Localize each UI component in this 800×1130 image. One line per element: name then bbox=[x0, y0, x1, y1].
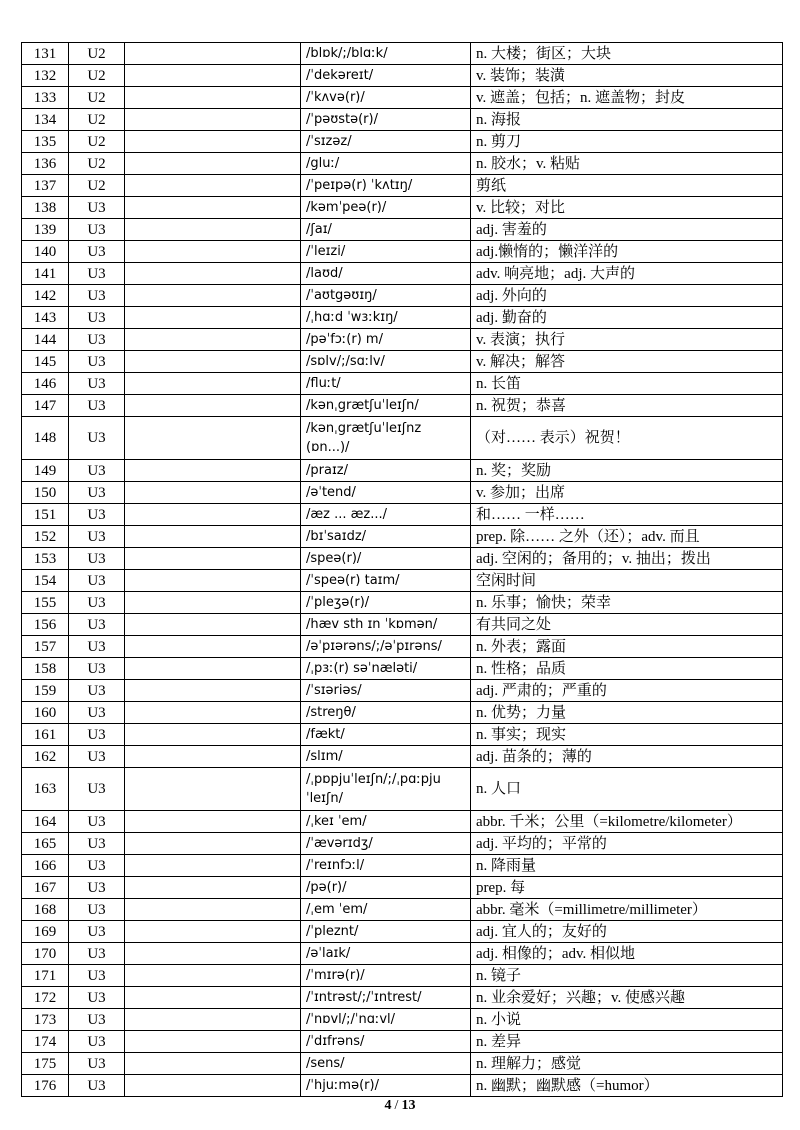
unit-label: U3 bbox=[69, 680, 125, 702]
page-number bbox=[0, 1098, 800, 1114]
phonetic-cell: /streŋθ/ bbox=[301, 702, 471, 724]
table-row bbox=[22, 614, 783, 636]
meaning-cell: n. 事实；现实 bbox=[471, 724, 783, 746]
entry-number: 161 bbox=[22, 724, 69, 746]
table-row bbox=[22, 811, 783, 833]
unit-label: U3 bbox=[69, 1031, 125, 1053]
meaning-cell: prep. 每 bbox=[471, 877, 783, 899]
word-cell bbox=[125, 746, 301, 768]
meaning-cell: n. 小说 bbox=[471, 1009, 783, 1031]
unit-label: U3 bbox=[69, 1009, 125, 1031]
meaning-cell: adj. 严肃的；严重的 bbox=[471, 680, 783, 702]
unit-label: U3 bbox=[69, 899, 125, 921]
meaning-cell: n. 胶水；v. 粘贴 bbox=[471, 153, 783, 175]
phonetic-cell: /ˈpleʒə(r)/ bbox=[301, 592, 471, 614]
phonetic-cell: /ˌhɑːd ˈwɜːkɪŋ/ bbox=[301, 307, 471, 329]
meaning-cell: n. 外表；露面 bbox=[471, 636, 783, 658]
phonetic-cell: /æz ... æz.../ bbox=[301, 504, 471, 526]
table-row bbox=[22, 768, 783, 811]
total-pages: 13 bbox=[401, 1098, 416, 1113]
table-row bbox=[22, 877, 783, 899]
meaning-cell: adj. 相像的；adv. 相似地 bbox=[471, 943, 783, 965]
entry-number: 151 bbox=[22, 504, 69, 526]
entry-number: 138 bbox=[22, 197, 69, 219]
phonetic-cell: /ˌem ˈem/ bbox=[301, 899, 471, 921]
entry-number: 143 bbox=[22, 307, 69, 329]
meaning-cell: n. 大楼；街区；大块 bbox=[471, 43, 783, 65]
entry-number: 172 bbox=[22, 987, 69, 1009]
entry-number: 142 bbox=[22, 285, 69, 307]
entry-number: 149 bbox=[22, 460, 69, 482]
phonetic-cell: /ˈleɪzi/ bbox=[301, 241, 471, 263]
entry-number: 131 bbox=[22, 43, 69, 65]
entry-number: 170 bbox=[22, 943, 69, 965]
word-cell bbox=[125, 285, 301, 307]
phonetic-cell: /fluːt/ bbox=[301, 373, 471, 395]
word-cell bbox=[125, 241, 301, 263]
unit-label: U3 bbox=[69, 877, 125, 899]
meaning-cell: n. 剪刀 bbox=[471, 131, 783, 153]
word-cell bbox=[125, 965, 301, 987]
unit-label: U3 bbox=[69, 395, 125, 417]
entry-number: 165 bbox=[22, 833, 69, 855]
table-row bbox=[22, 65, 783, 87]
phonetic-cell: /ˈkʌvə(r)/ bbox=[301, 87, 471, 109]
unit-label: U3 bbox=[69, 724, 125, 746]
word-cell bbox=[125, 395, 301, 417]
unit-label: U3 bbox=[69, 329, 125, 351]
table-row bbox=[22, 460, 783, 482]
word-cell bbox=[125, 1031, 301, 1053]
meaning-cell: 和…… 一样…… bbox=[471, 504, 783, 526]
entry-number: 132 bbox=[22, 65, 69, 87]
word-cell bbox=[125, 1075, 301, 1097]
word-cell bbox=[125, 855, 301, 877]
entry-number: 167 bbox=[22, 877, 69, 899]
phonetic-cell: /ˈhjuːmə(r)/ bbox=[301, 1075, 471, 1097]
entry-number: 150 bbox=[22, 482, 69, 504]
table-row bbox=[22, 548, 783, 570]
unit-label: U3 bbox=[69, 219, 125, 241]
entry-number: 134 bbox=[22, 109, 69, 131]
unit-label: U3 bbox=[69, 943, 125, 965]
meaning-cell: abbr. 毫米（=millimetre/millimeter） bbox=[471, 899, 783, 921]
phonetic-cell: /əˈlaɪk/ bbox=[301, 943, 471, 965]
meaning-cell: adj. 害羞的 bbox=[471, 219, 783, 241]
unit-label: U3 bbox=[69, 658, 125, 680]
unit-label: U3 bbox=[69, 482, 125, 504]
unit-label: U3 bbox=[69, 373, 125, 395]
unit-label: U3 bbox=[69, 570, 125, 592]
entry-number: 133 bbox=[22, 87, 69, 109]
word-cell bbox=[125, 768, 301, 811]
table-row bbox=[22, 351, 783, 373]
meaning-cell: n. 性格；品质 bbox=[471, 658, 783, 680]
phonetic-cell: /ˈævərɪdʒ/ bbox=[301, 833, 471, 855]
unit-label: U3 bbox=[69, 548, 125, 570]
entry-number: 169 bbox=[22, 921, 69, 943]
table-row bbox=[22, 570, 783, 592]
phonetic-cell: /ˈaʊtgəʊɪŋ/ bbox=[301, 285, 471, 307]
unit-label: U3 bbox=[69, 965, 125, 987]
entry-number: 136 bbox=[22, 153, 69, 175]
phonetic-cell: /ˌpɒpjuˈleɪʃn/;/ˌpɑːpjuˈleɪʃn/ bbox=[301, 768, 471, 811]
meaning-cell: prep. 除…… 之外（还）；adv. 而且 bbox=[471, 526, 783, 548]
entry-number: 139 bbox=[22, 219, 69, 241]
entry-number: 166 bbox=[22, 855, 69, 877]
entry-number: 147 bbox=[22, 395, 69, 417]
table-row bbox=[22, 307, 783, 329]
phonetic-cell: /gluː/ bbox=[301, 153, 471, 175]
table-row bbox=[22, 1075, 783, 1097]
word-cell bbox=[125, 680, 301, 702]
word-cell bbox=[125, 724, 301, 746]
word-cell bbox=[125, 219, 301, 241]
entry-number: 159 bbox=[22, 680, 69, 702]
word-cell bbox=[125, 921, 301, 943]
phonetic-cell: /ˌpɜː(r) səˈnæləti/ bbox=[301, 658, 471, 680]
word-cell bbox=[125, 1053, 301, 1075]
phonetic-cell: /ˈsɪəriəs/ bbox=[301, 680, 471, 702]
current-page: 4 bbox=[384, 1098, 392, 1113]
table-row bbox=[22, 724, 783, 746]
entry-number: 155 bbox=[22, 592, 69, 614]
meaning-cell: v. 解决；解答 bbox=[471, 351, 783, 373]
word-cell bbox=[125, 65, 301, 87]
word-cell bbox=[125, 263, 301, 285]
entry-number: 154 bbox=[22, 570, 69, 592]
word-cell bbox=[125, 702, 301, 724]
entry-number: 174 bbox=[22, 1031, 69, 1053]
meaning-cell: n. 业余爱好；兴趣；v. 使感兴趣 bbox=[471, 987, 783, 1009]
vocabulary-table-body bbox=[22, 43, 783, 1097]
unit-label: U3 bbox=[69, 811, 125, 833]
meaning-cell: adj. 空闲的；备用的；v. 抽出；拨出 bbox=[471, 548, 783, 570]
meaning-cell: n. 理解力；感觉 bbox=[471, 1053, 783, 1075]
unit-label: U3 bbox=[69, 592, 125, 614]
phonetic-cell: /sɒlv/;/sɑːlv/ bbox=[301, 351, 471, 373]
phonetic-cell: /ˈspeə(r) taɪm/ bbox=[301, 570, 471, 592]
unit-label: U3 bbox=[69, 263, 125, 285]
unit-label: U2 bbox=[69, 131, 125, 153]
phonetic-cell: /bɪˈsaɪdz/ bbox=[301, 526, 471, 548]
table-row bbox=[22, 504, 783, 526]
word-cell bbox=[125, 614, 301, 636]
unit-label: U2 bbox=[69, 109, 125, 131]
phonetic-cell: /ˈpəʊstə(r)/ bbox=[301, 109, 471, 131]
meaning-cell: adj. 平均的；平常的 bbox=[471, 833, 783, 855]
meaning-cell: 剪纸 bbox=[471, 175, 783, 197]
meaning-cell: n. 差异 bbox=[471, 1031, 783, 1053]
table-row bbox=[22, 746, 783, 768]
unit-label: U3 bbox=[69, 768, 125, 811]
unit-label: U2 bbox=[69, 87, 125, 109]
meaning-cell: v. 装饰；装潢 bbox=[471, 65, 783, 87]
meaning-cell: （对…… 表示）祝贺！ bbox=[471, 417, 783, 460]
word-cell bbox=[125, 175, 301, 197]
unit-label: U3 bbox=[69, 197, 125, 219]
phonetic-cell: /ˈpleznt/ bbox=[301, 921, 471, 943]
word-cell bbox=[125, 526, 301, 548]
word-cell bbox=[125, 153, 301, 175]
entry-number: 144 bbox=[22, 329, 69, 351]
table-row bbox=[22, 109, 783, 131]
word-cell bbox=[125, 811, 301, 833]
meaning-cell: adj. 勤奋的 bbox=[471, 307, 783, 329]
entry-number: 156 bbox=[22, 614, 69, 636]
table-row bbox=[22, 921, 783, 943]
table-row bbox=[22, 526, 783, 548]
table-row bbox=[22, 285, 783, 307]
word-cell bbox=[125, 351, 301, 373]
word-cell bbox=[125, 570, 301, 592]
unit-label: U3 bbox=[69, 921, 125, 943]
meaning-cell: adj. 宜人的；友好的 bbox=[471, 921, 783, 943]
unit-label: U3 bbox=[69, 504, 125, 526]
table-row bbox=[22, 241, 783, 263]
phonetic-cell: /blɒk/;/blɑːk/ bbox=[301, 43, 471, 65]
meaning-cell: 有共同之处 bbox=[471, 614, 783, 636]
phonetic-cell: /ˈsɪzəz/ bbox=[301, 131, 471, 153]
entry-number: 158 bbox=[22, 658, 69, 680]
word-cell bbox=[125, 833, 301, 855]
word-cell bbox=[125, 987, 301, 1009]
entry-number: 162 bbox=[22, 746, 69, 768]
table-row bbox=[22, 219, 783, 241]
phonetic-cell: /speə(r)/ bbox=[301, 548, 471, 570]
unit-label: U3 bbox=[69, 460, 125, 482]
phonetic-cell: /ˈɪntrəst/;/ˈɪntrest/ bbox=[301, 987, 471, 1009]
word-cell bbox=[125, 636, 301, 658]
meaning-cell: n. 镜子 bbox=[471, 965, 783, 987]
table-row bbox=[22, 1031, 783, 1053]
phonetic-cell: /ˈmɪrə(r)/ bbox=[301, 965, 471, 987]
phonetic-cell: /ˈdɪfrəns/ bbox=[301, 1031, 471, 1053]
table-row bbox=[22, 1009, 783, 1031]
table-row bbox=[22, 658, 783, 680]
meaning-cell: 空闲时间 bbox=[471, 570, 783, 592]
word-cell bbox=[125, 43, 301, 65]
meaning-cell: n. 降雨量 bbox=[471, 855, 783, 877]
entry-number: 145 bbox=[22, 351, 69, 373]
unit-label: U2 bbox=[69, 43, 125, 65]
unit-label: U2 bbox=[69, 175, 125, 197]
phonetic-cell: /pəˈfɔː(r) m/ bbox=[301, 329, 471, 351]
meaning-cell: n. 奖；奖励 bbox=[471, 460, 783, 482]
phonetic-cell: /hæv sth ɪn ˈkɒmən/ bbox=[301, 614, 471, 636]
table-row bbox=[22, 943, 783, 965]
table-row bbox=[22, 592, 783, 614]
phonetic-cell: /praɪz/ bbox=[301, 460, 471, 482]
unit-label: U3 bbox=[69, 702, 125, 724]
meaning-cell: adv. 响亮地；adj. 大声的 bbox=[471, 263, 783, 285]
table-row bbox=[22, 87, 783, 109]
phonetic-cell: /kənˌgrætʃuˈleɪʃnz (ɒn...)/ bbox=[301, 417, 471, 460]
unit-label: U3 bbox=[69, 526, 125, 548]
phonetic-cell: /ˈdekəreɪt/ bbox=[301, 65, 471, 87]
unit-label: U3 bbox=[69, 285, 125, 307]
meaning-cell: n. 海报 bbox=[471, 109, 783, 131]
table-row bbox=[22, 153, 783, 175]
unit-label: U3 bbox=[69, 833, 125, 855]
entry-number: 152 bbox=[22, 526, 69, 548]
entry-number: 153 bbox=[22, 548, 69, 570]
meaning-cell: n. 幽默；幽默感（=humor） bbox=[471, 1075, 783, 1097]
table-row bbox=[22, 855, 783, 877]
word-cell bbox=[125, 417, 301, 460]
unit-label: U2 bbox=[69, 153, 125, 175]
meaning-cell: v. 比较；对比 bbox=[471, 197, 783, 219]
table-row bbox=[22, 329, 783, 351]
table-row bbox=[22, 43, 783, 65]
word-cell bbox=[125, 877, 301, 899]
meaning-cell: n. 人口 bbox=[471, 768, 783, 811]
table-row bbox=[22, 1053, 783, 1075]
table-row bbox=[22, 965, 783, 987]
word-cell bbox=[125, 504, 301, 526]
meaning-cell: n. 乐事；愉快；荣幸 bbox=[471, 592, 783, 614]
word-cell bbox=[125, 943, 301, 965]
unit-label: U2 bbox=[69, 65, 125, 87]
entry-number: 164 bbox=[22, 811, 69, 833]
phonetic-cell: /slɪm/ bbox=[301, 746, 471, 768]
entry-number: 173 bbox=[22, 1009, 69, 1031]
meaning-cell: v. 参加；出席 bbox=[471, 482, 783, 504]
entry-number: 157 bbox=[22, 636, 69, 658]
table-row bbox=[22, 395, 783, 417]
word-cell bbox=[125, 1009, 301, 1031]
vocabulary-table bbox=[21, 42, 783, 1097]
unit-label: U3 bbox=[69, 1075, 125, 1097]
table-row bbox=[22, 987, 783, 1009]
meaning-cell: adj.懒惰的；懒洋洋的 bbox=[471, 241, 783, 263]
word-cell bbox=[125, 482, 301, 504]
phonetic-cell: /kəmˈpeə(r)/ bbox=[301, 197, 471, 219]
table-row bbox=[22, 702, 783, 724]
unit-label: U3 bbox=[69, 241, 125, 263]
phonetic-cell: /ˈnɒvl/;/ˈnɑːvl/ bbox=[301, 1009, 471, 1031]
table-row bbox=[22, 263, 783, 285]
meaning-cell: abbr. 千米；公里（=kilometre/kilometer） bbox=[471, 811, 783, 833]
meaning-cell: n. 祝贺；恭喜 bbox=[471, 395, 783, 417]
phonetic-cell: /əˈpɪərəns/;/əˈpɪrəns/ bbox=[301, 636, 471, 658]
phonetic-cell: /əˈtend/ bbox=[301, 482, 471, 504]
entry-number: 141 bbox=[22, 263, 69, 285]
entry-number: 160 bbox=[22, 702, 69, 724]
table-row bbox=[22, 197, 783, 219]
entry-number: 140 bbox=[22, 241, 69, 263]
unit-label: U3 bbox=[69, 614, 125, 636]
phonetic-cell: /kənˌgrætʃuˈleɪʃn/ bbox=[301, 395, 471, 417]
table-row bbox=[22, 636, 783, 658]
page-separator: / bbox=[394, 1098, 399, 1113]
table-row bbox=[22, 417, 783, 460]
phonetic-cell: /pə(r)/ bbox=[301, 877, 471, 899]
entry-number: 135 bbox=[22, 131, 69, 153]
phonetic-cell: /fækt/ bbox=[301, 724, 471, 746]
table-row bbox=[22, 833, 783, 855]
meaning-cell: adj. 苗条的；薄的 bbox=[471, 746, 783, 768]
phonetic-cell: /ˈpeɪpə(r) ˈkʌtɪŋ/ bbox=[301, 175, 471, 197]
word-cell bbox=[125, 592, 301, 614]
entry-number: 168 bbox=[22, 899, 69, 921]
entry-number: 176 bbox=[22, 1075, 69, 1097]
word-cell bbox=[125, 658, 301, 680]
entry-number: 171 bbox=[22, 965, 69, 987]
table-row bbox=[22, 373, 783, 395]
unit-label: U3 bbox=[69, 351, 125, 373]
meaning-cell: adj. 外向的 bbox=[471, 285, 783, 307]
word-cell bbox=[125, 373, 301, 395]
entry-number: 146 bbox=[22, 373, 69, 395]
phonetic-cell: /ˈreɪnfɔːl/ bbox=[301, 855, 471, 877]
word-cell bbox=[125, 460, 301, 482]
unit-label: U3 bbox=[69, 307, 125, 329]
table-row bbox=[22, 482, 783, 504]
meaning-cell: v. 遮盖；包括；n. 遮盖物；封皮 bbox=[471, 87, 783, 109]
word-cell bbox=[125, 109, 301, 131]
word-cell bbox=[125, 548, 301, 570]
phonetic-cell: /laʊd/ bbox=[301, 263, 471, 285]
unit-label: U3 bbox=[69, 1053, 125, 1075]
meaning-cell: v. 表演；执行 bbox=[471, 329, 783, 351]
unit-label: U3 bbox=[69, 855, 125, 877]
phonetic-cell: /ʃaɪ/ bbox=[301, 219, 471, 241]
phonetic-cell: /sens/ bbox=[301, 1053, 471, 1075]
table-row bbox=[22, 680, 783, 702]
word-cell bbox=[125, 307, 301, 329]
entry-number: 137 bbox=[22, 175, 69, 197]
phonetic-cell: /ˌkeɪ ˈem/ bbox=[301, 811, 471, 833]
table-row bbox=[22, 899, 783, 921]
unit-label: U3 bbox=[69, 417, 125, 460]
unit-label: U3 bbox=[69, 746, 125, 768]
entry-number: 148 bbox=[22, 417, 69, 460]
meaning-cell: n. 长笛 bbox=[471, 373, 783, 395]
table-row bbox=[22, 175, 783, 197]
word-cell bbox=[125, 197, 301, 219]
word-cell bbox=[125, 329, 301, 351]
word-cell bbox=[125, 899, 301, 921]
table-row bbox=[22, 131, 783, 153]
word-cell bbox=[125, 131, 301, 153]
entry-number: 163 bbox=[22, 768, 69, 811]
meaning-cell: n. 优势；力量 bbox=[471, 702, 783, 724]
word-cell bbox=[125, 87, 301, 109]
entry-number: 175 bbox=[22, 1053, 69, 1075]
unit-label: U3 bbox=[69, 636, 125, 658]
unit-label: U3 bbox=[69, 987, 125, 1009]
